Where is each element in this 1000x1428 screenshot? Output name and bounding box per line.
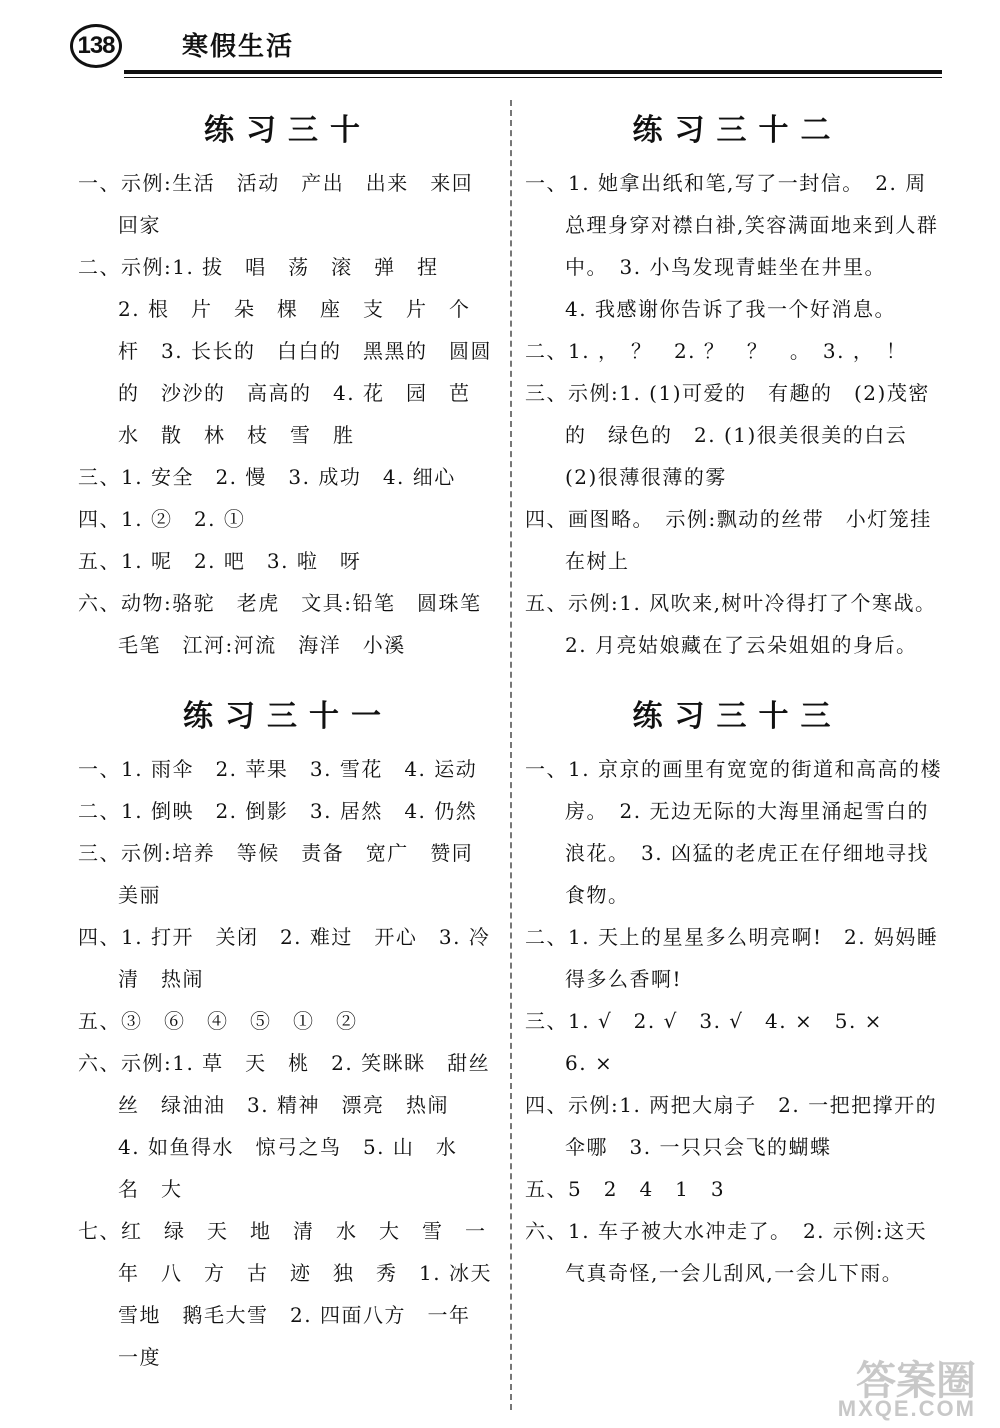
answer-line: 气真奇怪,一会儿刮风,一会儿下雨。: [565, 1261, 904, 1285]
answer-line: 美丽: [118, 883, 161, 907]
answer-line: 五、示例:1. 风吹来,树叶冷得打了个寒战。: [525, 591, 937, 615]
answer-line: 六、1. 车子被大水冲走了。 2. 示例:这天: [525, 1219, 928, 1243]
answer-line: 6. ×: [565, 1051, 614, 1075]
answer-line: 2. 根 片 朵 棵 座 支 片 个: [118, 297, 471, 321]
answer-line: (2)很薄很薄的雾: [565, 465, 727, 489]
answer-line: 浪花。 3. 凶猛的老虎正在仔细地寻找: [565, 841, 929, 865]
answer-line: 四、1. ② 2. ①: [78, 507, 246, 531]
section-title: 练习三十三: [632, 699, 843, 734]
answer-line: 六、示例:1. 草 天 桃 2. 笑眯眯 甜丝: [78, 1051, 491, 1075]
section-title: 练习三十: [204, 113, 372, 148]
answer-line: 四、画图略。 示例:飘动的丝带 小灯笼挂: [525, 507, 932, 531]
answer-line: 一、1. 她拿出纸和笔,写了一封信。 2. 周: [525, 171, 927, 195]
answer-line: 毛笔 江河:河流 海洋 小溪: [118, 633, 406, 657]
answer-line: 一度: [118, 1345, 161, 1369]
section-gap: [78, 666, 498, 686]
section-title: 练习三十一: [183, 699, 393, 734]
answer-line: 伞哪 3. 一只只会飞的蝴蝶: [565, 1135, 832, 1159]
answer-line: 四、示例:1. 两把大扇子 2. 一把把撑开的: [525, 1093, 938, 1117]
answer-line: 的 沙沙的 高高的 4. 花 园 芭: [118, 381, 471, 405]
right-column: [525, 100, 950, 1294]
answer-line: 一、1. 京京的画里有宽宽的街道和高高的楼: [525, 757, 942, 781]
answer-line: 五、③ ⑥ ④ ⑤ ① ②: [78, 1009, 358, 1033]
header-rule-thin: [124, 77, 942, 78]
watermark-text: 答案圈: [856, 1359, 976, 1403]
answer-line: 五、1. 呢 2. 吧 3. 啦 呀: [78, 549, 362, 573]
answer-line: 二、1. 倒映 2. 倒影 3. 居然 4. 仍然: [78, 799, 478, 823]
answer-line: 六、动物:骆驼 老虎 文具:铅笔 圆珠笔: [78, 591, 482, 615]
answer-line: 年 八 方 古 迹 独 秀 1. 冰天: [118, 1261, 492, 1285]
answer-line: 2. 月亮姑娘藏在了云朵姐姐的身后。: [565, 633, 918, 657]
answer-line: 二、示例:1. 拔 唱 荡 滚 弹 捏: [78, 255, 439, 279]
answer-line: 总理身穿对襟白褂,笑容满面地来到人群: [565, 213, 939, 237]
answer-line: 三、示例:培养 等候 责备 宽广 赞同: [78, 841, 474, 865]
answer-line: 四、1. 打开 关闭 2. 难过 开心 3. 冷: [78, 925, 491, 949]
watermark-logo: [826, 1359, 976, 1422]
watermark-url: MXQE.COM: [837, 1396, 976, 1421]
answer-line: 二、1. 天上的星星多么明亮啊! 2. 妈妈睡: [525, 925, 939, 949]
answer-line: 水 散 林 枝 雪 胜: [118, 423, 355, 447]
answer-line: 一、示例:生活 活动 产出 出来 来回: [78, 171, 474, 195]
answer-line: 丝 绿油油 3. 精神 漂亮 热闹: [118, 1093, 449, 1117]
column-divider: [510, 100, 512, 1410]
answer-line: 五、5 2 4 1 3: [525, 1177, 726, 1201]
header-rule: [124, 70, 942, 74]
page-number: 138: [70, 24, 122, 68]
answer-line: 杆 3. 长长的 白白的 黑黑的 圆圆: [118, 339, 492, 363]
answer-line: 在树上: [565, 549, 630, 573]
answer-line: 4. 如鱼得水 惊弓之鸟 5. 山 水: [118, 1135, 458, 1159]
book-title: 寒假生活: [182, 32, 295, 62]
answer-line: 七、红 绿 天 地 清 水 大 雪 一: [78, 1219, 487, 1243]
answer-line: 一、1. 雨伞 2. 苹果 3. 雪花 4. 运动: [78, 757, 478, 781]
answer-line: 二、1. ， ？ 2. ？ ？ 。 3. ， ！: [525, 339, 908, 363]
section-gap: [525, 666, 950, 686]
answer-line: 雪地 鹅毛大雪 2. 四面八方 一年: [118, 1303, 471, 1327]
answer-line: 得多么香啊!: [565, 967, 683, 991]
left-column: [78, 100, 498, 1378]
answer-line: 房。 2. 无边无际的大海里涌起雪白的: [565, 799, 929, 823]
answer-line: 清 热闹: [118, 967, 204, 991]
answer-line: 三、示例:1. (1)可爱的 有趣的 (2)茂密: [525, 381, 930, 405]
answer-line: 中。 3. 小鸟发现青蛙坐在井里。: [565, 255, 886, 279]
answer-line: 三、1. 安全 2. 慢 3. 成功 4. 细心: [78, 465, 456, 489]
answer-line: 回家: [118, 213, 161, 237]
answer-line: 三、1. √ 2. √ 3. √ 4. × 5. ×: [525, 1009, 883, 1033]
page-header: [62, 18, 942, 78]
answer-line: 名 大: [118, 1177, 183, 1201]
answer-line: 4. 我感谢你告诉了我一个好消息。: [565, 297, 896, 321]
answer-line: 的 绿色的 2. (1)很美很美的白云: [565, 423, 908, 447]
answer-line: 食物。: [565, 883, 630, 907]
section-title: 练习三十二: [632, 113, 843, 148]
